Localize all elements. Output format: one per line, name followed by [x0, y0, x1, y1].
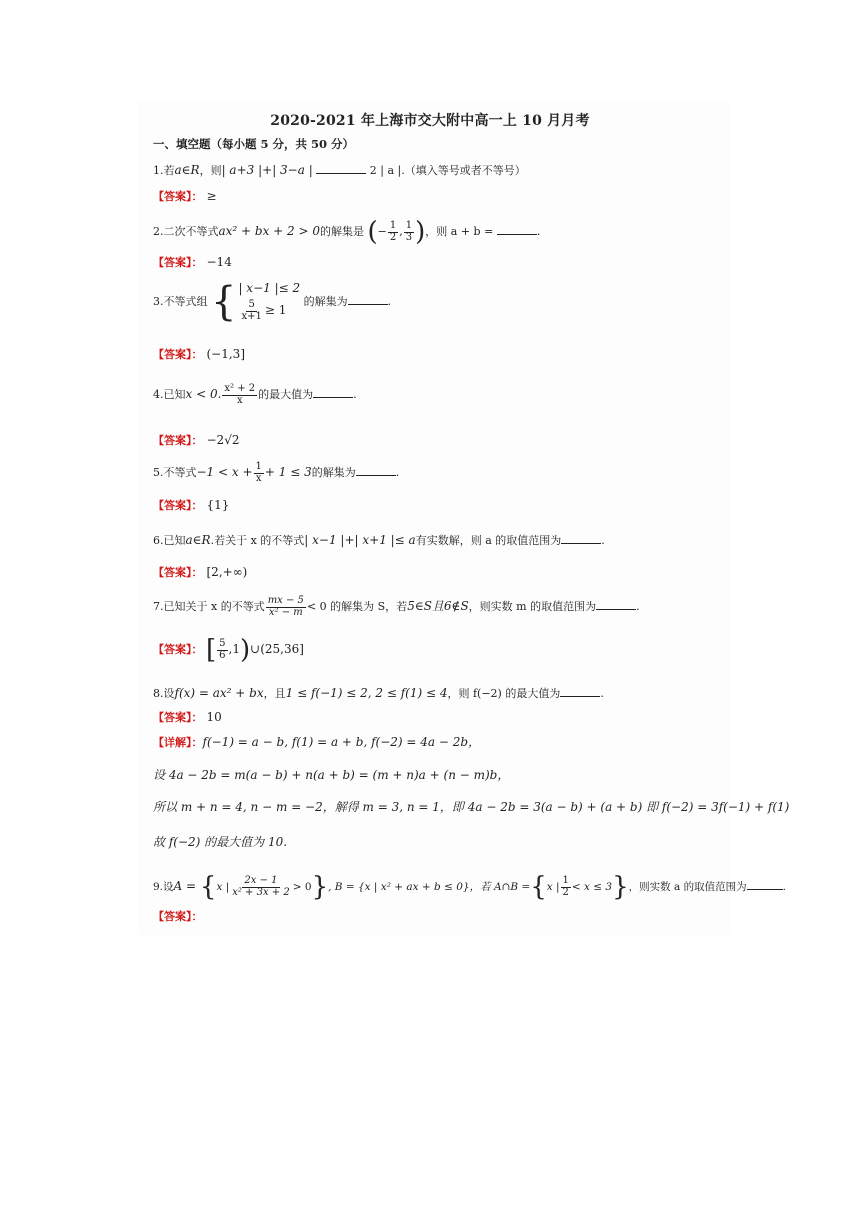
- question-7: 7.已知关于 x 的不等式 $\frac{mx - 5}{\text{x² − m}}$ < 0 的解集为 S，若5∈S且6∉S，则实数 m 的取值范围为 .: [153, 595, 640, 618]
- answer-blank: [560, 686, 600, 697]
- section-heading: 一、填空题（每小题 5 分，共 50 分）: [153, 137, 355, 151]
- answer-1: 【答案】： ≥: [153, 189, 217, 203]
- answer-blank: [497, 224, 537, 235]
- answer-blank: [747, 879, 783, 890]
- question-3: 3.不等式组 { | x−1 |≤ 2 $\frac{5}{x+1}$ ≥ 1 的解集为 .: [153, 279, 392, 325]
- answer-blank: [561, 533, 601, 544]
- question-8: 8.设f(x) = ax² + bx，且1 ≤ f(−1) ≤ 2, 2 ≤ f(1) ≤ 4，则 f(−2) 的最大值为 .: [153, 686, 604, 700]
- question-4: 4.已知x < 0. $\frac{\text{x² + 2}}{x}$ 的最大值为 .: [153, 383, 357, 406]
- question-6: 6.已知a∈R.若关于 x 的不等式| x−1 |+| x+1 |≤ a有实数解，则 a 的取值范围为 .: [153, 533, 605, 547]
- answer-2: 【答案】： −14: [153, 255, 232, 269]
- question-9: 9.设A = {x | $\frac{2x - 1}{\text{x² + 3x + 2}}$ > 0}, B = {x | x² + ax + b ≤ 0}，若 A∩B ={x | $\frac{1}{2}$ < x ≤ 3}，则实数 a 的取值范围为 .: [153, 872, 786, 902]
- answer-blank: [348, 294, 388, 305]
- detail-8-line-2: 设 4a − 2b = m(a − b) + n(a + b) = (m + n)a + (n − m)b，: [153, 768, 510, 782]
- answer-7: 【答案】： [ $\frac{5}{6}$ ,1)∪(25,36]: [153, 635, 304, 665]
- detail-8-line-3: 所以 m + n = 4, n − m = −2，解得 m = 3, n = 1，即 4a − 2b = 3(a − b) + (a + b) 即 f(−2) = 3f(−1) + f(1): [153, 800, 790, 814]
- answer-9: 【答案】：: [153, 910, 203, 923]
- answer-blank: [316, 163, 366, 174]
- answer-blank: [596, 599, 636, 610]
- question-5: 5.不等式−1 < x + $\frac{1}{x}$ + 1 ≤ 3的解集为 .: [153, 461, 400, 484]
- answer-5: 【答案】： {1}: [153, 498, 230, 512]
- answer-blank: [313, 387, 353, 398]
- answer-label: 【答案】：: [153, 190, 203, 203]
- detail-8-line-1: 【详解】：f(−1) = a − b, f(1) = a + b, f(−2) = 4a − 2b，: [153, 735, 481, 749]
- question-1: 1.若a∈R，则| a+3 |+| 3−a | 2 | a |.（填入等号或者不等号）: [153, 163, 526, 177]
- detail-label: 【详解】：: [153, 736, 203, 749]
- answer-3: 【答案】： (−1,3]: [153, 347, 246, 361]
- answer-4: 【答案】： −2√2: [153, 433, 240, 447]
- answer-6: 【答案】： [2,+∞): [153, 565, 248, 579]
- answer-blank: [356, 465, 396, 476]
- page-title: 2020-2021 年上海市交大附中高一上 10 月月考: [270, 113, 590, 129]
- detail-8-line-4: 故 f(−2) 的最大值为 10.: [153, 835, 288, 849]
- question-2: 2.二次不等式ax² + bx + 2 > 0的解集是 (− $\frac{1}{2}$ , $\frac{1}{3}$ )，则 a + b = .: [153, 217, 541, 247]
- answer-8: 【答案】： 10: [153, 710, 222, 724]
